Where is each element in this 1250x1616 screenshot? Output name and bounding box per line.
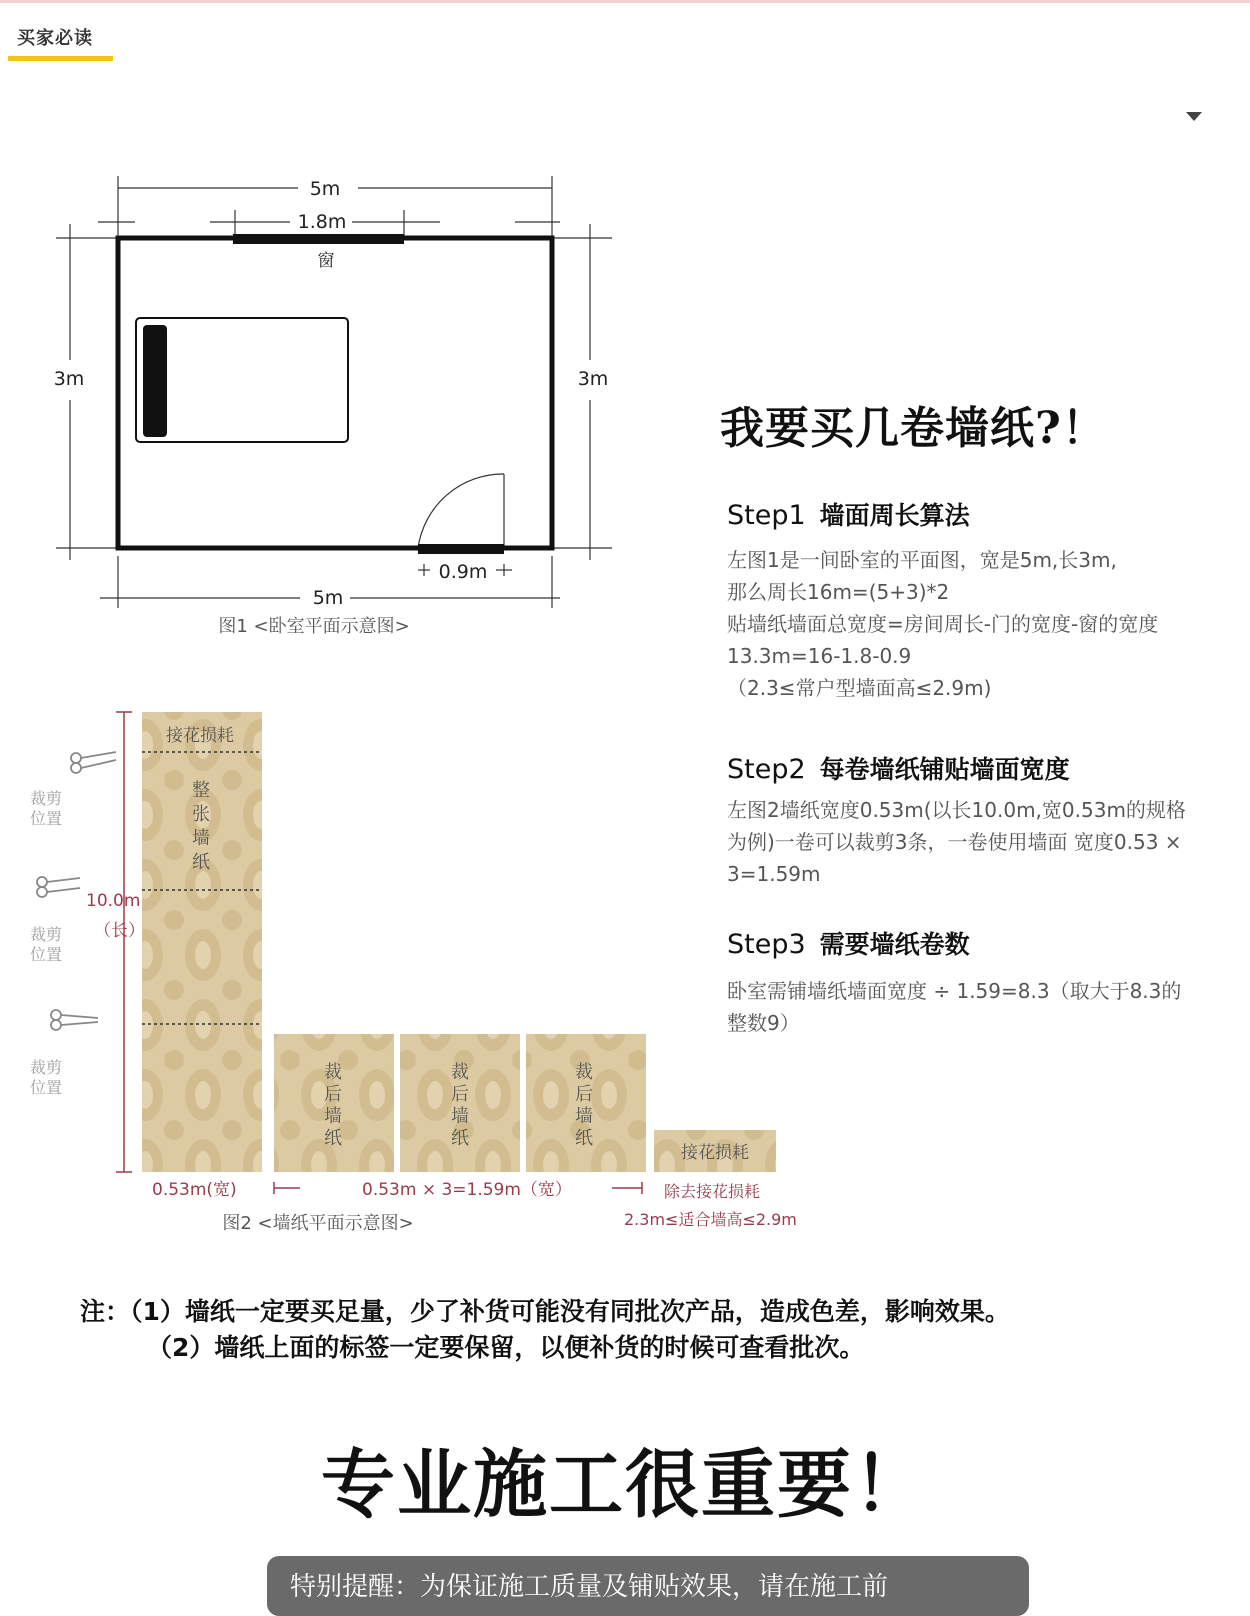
- dropdown-caret-icon[interactable]: [1186, 112, 1202, 121]
- fig1-top-width: 5m: [309, 178, 341, 200]
- remove-waste-label: 除去接花损耗: [664, 1182, 761, 1201]
- step3-heading: Step3 需要墙纸卷数: [727, 929, 970, 960]
- scissors-icon: [37, 877, 80, 897]
- cut-position-label: 裁剪位置: [30, 1058, 63, 1097]
- tab-buyer-must-read[interactable]: 买家必读: [17, 28, 93, 49]
- step2-heading: Step2 每卷墙纸铺贴墙面宽度: [727, 754, 1070, 785]
- page-title: 我要买几卷墙纸?！: [720, 403, 1107, 454]
- length-value: 10.0m: [86, 891, 141, 911]
- step2-body: 左图2墙纸宽度0.53m(以长10.0m,宽0.53m的规格 为例)一卷可以裁剪3条，一卷使用墙面 宽度0.53 × 3=1.59m: [727, 798, 1186, 886]
- step1-body: 左图1是一间卧室的平面图，宽是5m,长3m, 那么周长16m=(5+3)*2 贴墙纸墙面总宽度=房间周长-门的宽度-窗的宽度 13.3m=16-1.8-0.9 （2.3≤常户型墙面高≤2.9m): [727, 548, 1159, 700]
- figure2-wallpaper-diagram: [0, 710, 840, 1240]
- notice-text: 特别提醒：为保证施工质量及铺贴效果，请在施工前: [290, 1572, 889, 1602]
- figure1-floor-plan: [0, 160, 660, 660]
- cut-position-label: 裁剪位置: [30, 925, 63, 964]
- height-range-label: 2.3m≤适合墙高≤2.9m: [624, 1210, 797, 1229]
- installation-heading: 专业施工很重要！: [321, 1442, 929, 1528]
- scissors-icon: [51, 1010, 98, 1030]
- fig1-right-height: 3m: [577, 368, 609, 390]
- fig1-bottom-width: 5m: [312, 587, 344, 609]
- cut-sheet-label: 裁后墙纸: [451, 1062, 469, 1149]
- purchase-notes: 注：（1）墙纸一定要买足量，少了补货可能没有同批次产品，造成色差，影响效果。 （2）墙纸上面的标签一定要保留，以便补货的时候可查看批次。: [80, 1297, 1010, 1362]
- step1-heading: Step1 墙面周长算法: [727, 500, 970, 531]
- cut-sheet-label: 裁后墙纸: [324, 1062, 342, 1149]
- waste-piece-label: 接花损耗: [681, 1143, 749, 1163]
- full-sheet-label: 整张墙纸: [192, 780, 210, 873]
- width-total: 0.53m × 3=1.59m（宽）: [362, 1180, 572, 1200]
- fig1-door-width: 0.9m: [438, 561, 488, 583]
- fig1-window-width: 1.8m: [297, 211, 347, 233]
- step3-body: 卧室需铺墙纸墙面宽度 ÷ 1.59=8.3（取大于8.3的 整数9）: [727, 979, 1182, 1035]
- fig2-caption: 图2 <墙纸平面示意图>: [222, 1213, 414, 1234]
- fig1-caption: 图1 <卧室平面示意图>: [218, 616, 410, 637]
- cut-sheet-label: 裁后墙纸: [575, 1062, 593, 1149]
- cut-position-label: 裁剪位置: [30, 789, 63, 828]
- waste-label: 接花损耗: [166, 726, 234, 746]
- fig1-window-label: 窗: [317, 251, 335, 271]
- scissors-icon: [71, 752, 116, 773]
- length-label: （长）: [94, 921, 145, 941]
- top-border: [0, 0, 1250, 3]
- tab-active-underline: [8, 56, 113, 61]
- fig1-left-height: 3m: [53, 368, 85, 390]
- width-single: 0.53m(宽): [152, 1180, 237, 1200]
